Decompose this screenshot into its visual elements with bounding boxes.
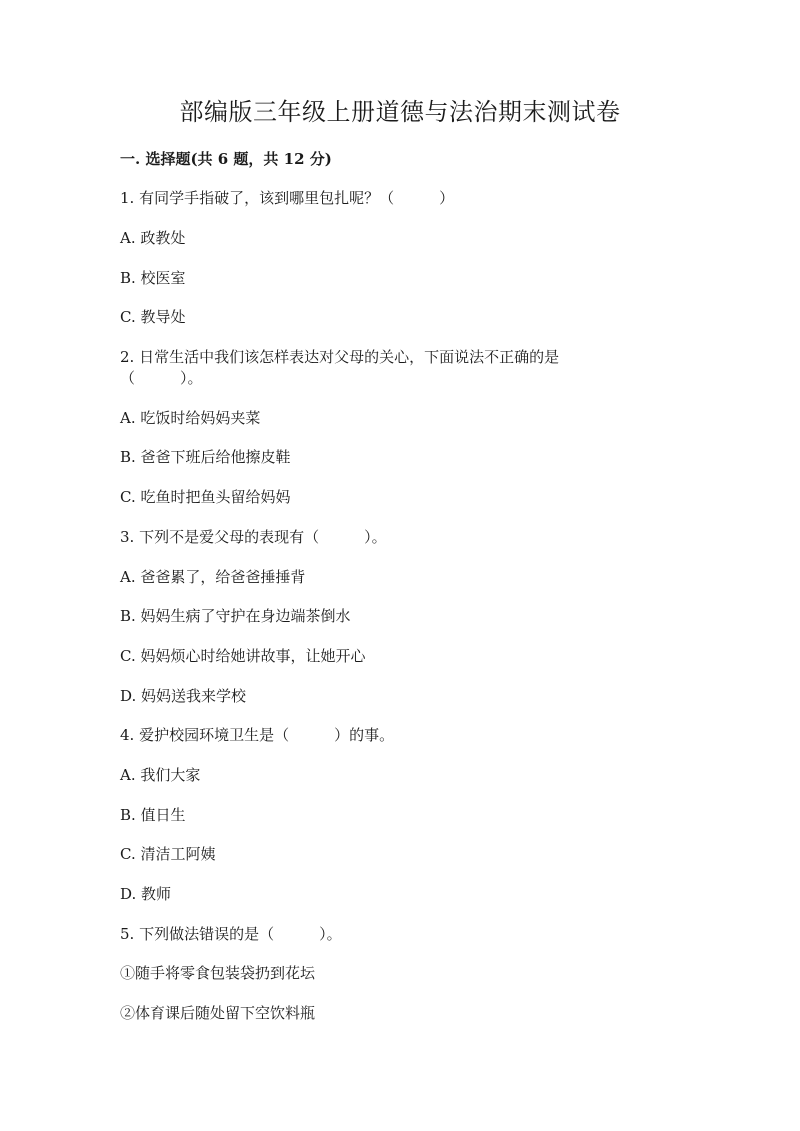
question-3-stem: 3. 下列不是爱父母的表现有（ ）。 (120, 528, 387, 546)
question-4-option-d: D. 教师 (120, 885, 172, 903)
question-3-option-b: B. 妈妈生病了守护在身边端茶倒水 (120, 607, 351, 625)
question-4-option-c: C. 清洁工阿姨 (120, 845, 216, 863)
question-1-option-b: B. 校医室 (120, 269, 186, 287)
question-1-option-a: A. 政教处 (120, 229, 186, 247)
page-title: 部编版三年级上册道德与法治期末测试卷 (179, 98, 621, 126)
question-3-option-c: C. 妈妈烦心时给她讲故事，让她开心 (120, 647, 366, 665)
question-4-stem: 4. 爱护校园环境卫生是（ ）的事。 (120, 726, 395, 744)
question-2-option-a: A. 吃饭时给妈妈夹菜 (120, 409, 261, 427)
question-2-stem: 2. 日常生活中我们该怎样表达对父母的关心，下面说法不正确的是 (120, 348, 560, 366)
section-heading: 一. 选择题(共 6 题，共 12 分) (120, 150, 332, 168)
question-3-option-d: D. 妈妈送我来学校 (120, 687, 247, 705)
question-3-option-a: A. 爸爸累了，给爸爸捶捶背 (120, 568, 306, 586)
question-5-stem: 5. 下列做法错误的是（ ）。 (120, 925, 342, 943)
question-5-item-2: ②体育课后随处留下空饮料瓶 (120, 1004, 316, 1022)
question-2-option-c: C. 吃鱼时把鱼头留给妈妈 (120, 488, 291, 506)
question-5-item-1: ①随手将零食包装袋扔到花坛 (120, 964, 316, 982)
question-1-stem: 1. 有同学手指破了，该到哪里包扎呢？（ ） (120, 189, 455, 207)
question-2-stem-continued: （ ）。 (120, 369, 203, 387)
question-4-option-a: A. 我们大家 (120, 766, 201, 784)
question-4-option-b: B. 值日生 (120, 806, 186, 824)
question-2-option-b: B. 爸爸下班后给他擦皮鞋 (120, 448, 291, 466)
question-1-option-c: C. 教导处 (120, 308, 186, 326)
